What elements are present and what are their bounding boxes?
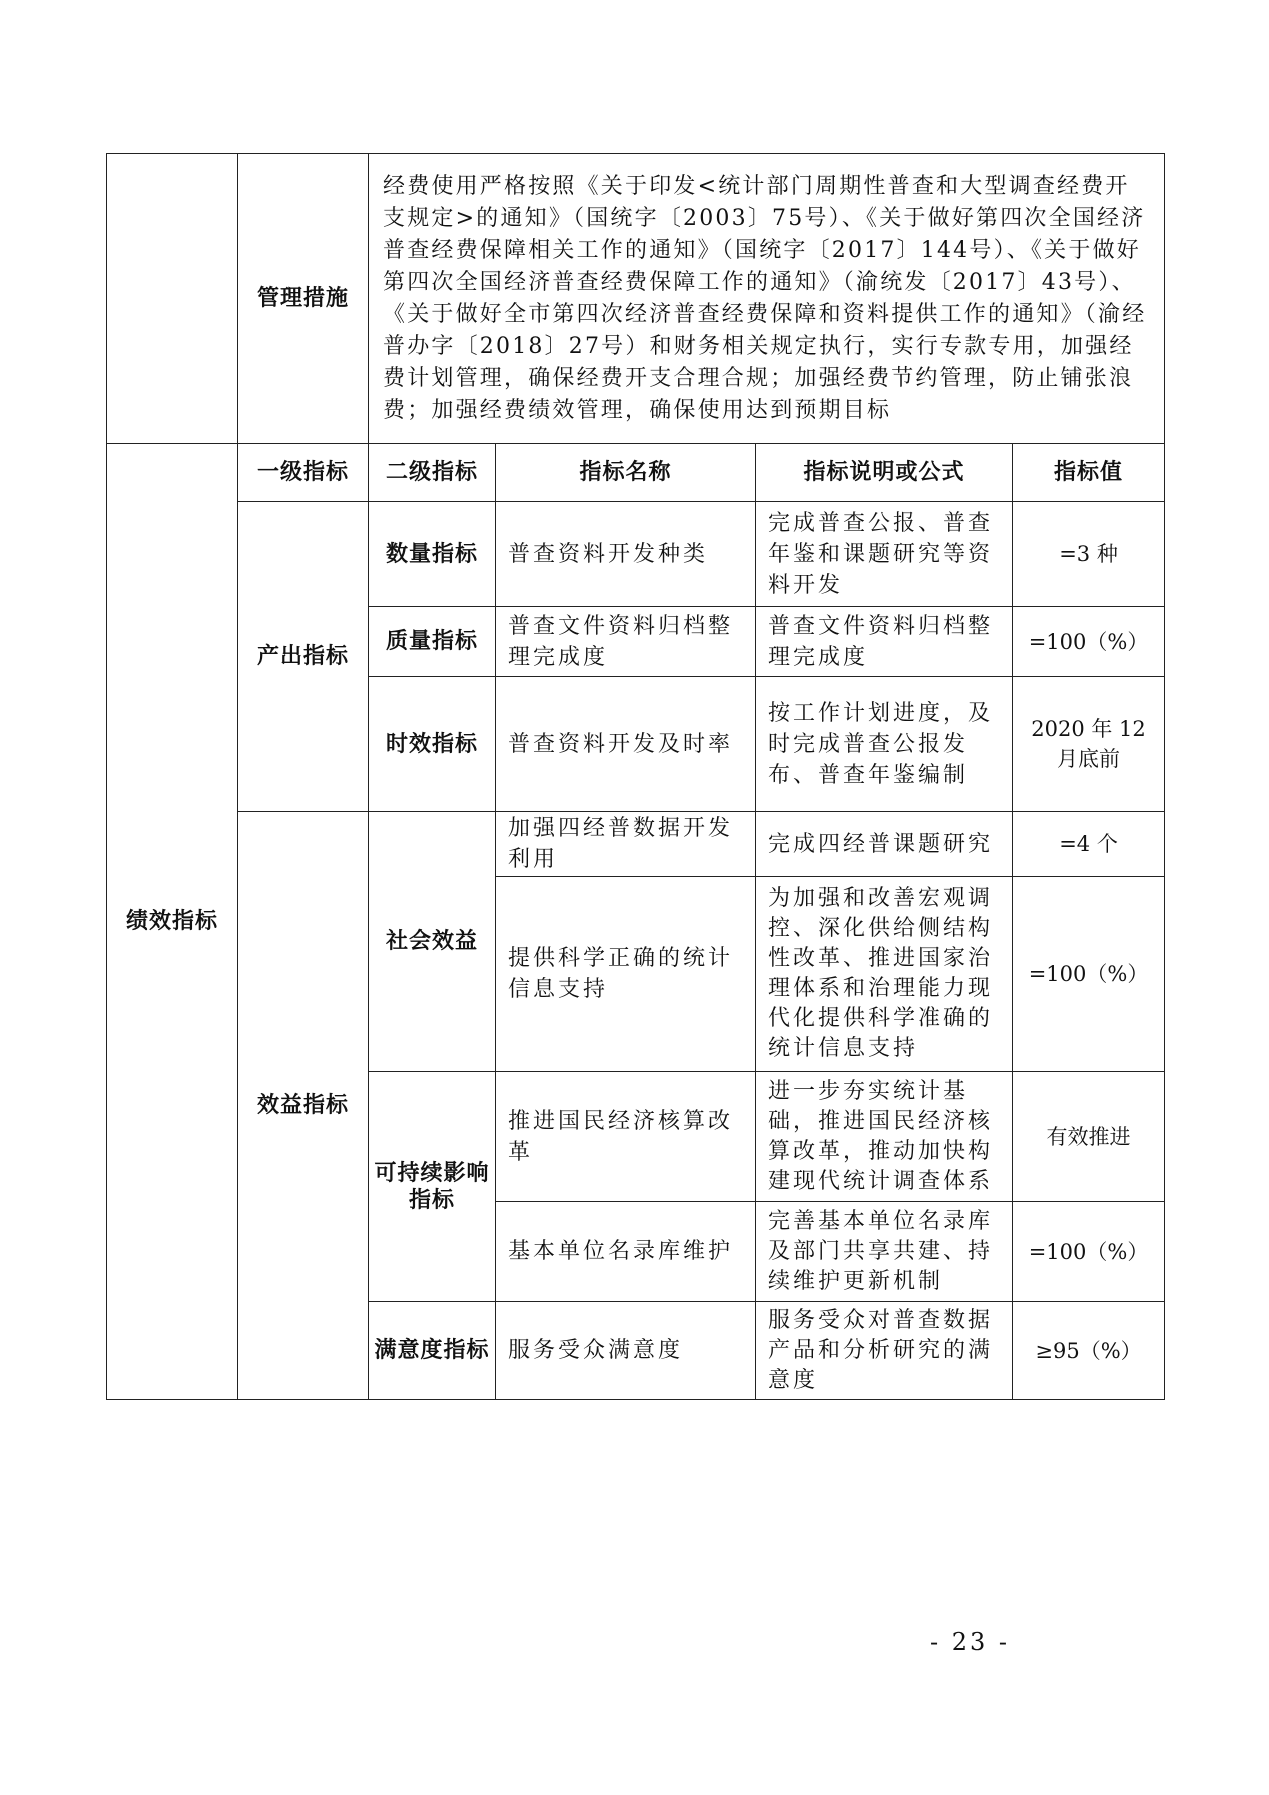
satisfaction-desc: 服务受众对普查数据产品和分析研究的满意度 (756, 1302, 1013, 1400)
satisfaction-name: 服务受众满意度 (496, 1302, 756, 1400)
quantity-name: 普查资料开发种类 (496, 502, 756, 607)
benefit-label: 效益指标 (238, 812, 369, 1400)
header-name: 指标名称 (496, 444, 756, 502)
sustain-2-value: =100（%） (1013, 1202, 1165, 1302)
page-number: - 23 - (929, 1628, 1010, 1656)
mgmt-row (107, 154, 1165, 444)
header-row (107, 444, 1165, 502)
perf-label: 绩效指标 (107, 444, 238, 1400)
mgmt-blank-cell (107, 154, 238, 444)
social-2-value: =100（%） (1013, 877, 1165, 1072)
timeliness-desc: 按工作计划进度，及时完成普查公报发布、普查年鉴编制 (756, 677, 1013, 812)
satisfaction-label: 满意度指标 (369, 1302, 496, 1400)
quantity-desc: 完成普查公报、普查年鉴和课题研究等资料开发 (756, 502, 1013, 607)
satisfaction-value: ≥95（%） (1013, 1302, 1165, 1400)
sustain-2-name: 基本单位名录库维护 (496, 1202, 756, 1302)
timeliness-value: 2020 年 12 月底前 (1013, 677, 1165, 812)
quantity-value: =3 种 (1013, 502, 1165, 607)
mgmt-text: 经费使用严格按照《关于印发<统计部门周期性普查和大型调查经费开支规定>的通知》（国统字〔2003〕75号）、《关于做好第四次全国经济普查经费保障相关工作的通知》（国统字〔2017〕144号）、《关于做好第四次全国经济普查经费保障工作的通知》（渝统发〔2017〕43号）、《关于做好全市第四次经济普查经费保障和资料提供工作的通知》（渝经普办字〔2018〕27号）和财务相关规定执行，实行专款专用，加强经费计划管理，确保经费开支合理合规；加强经费节约管理，防止铺张浪费；加强经费绩效管理，确保使用达到预期目标 (369, 154, 1165, 444)
header-level1: 一级指标 (238, 444, 369, 502)
quality-desc: 普查文件资料归档整理完成度 (756, 607, 1013, 677)
mgmt-label: 管理措施 (238, 154, 369, 444)
sustain-2-desc: 完善基本单位名录库及部门共享共建、持续维护更新机制 (756, 1202, 1013, 1302)
header-level2: 二级指标 (369, 444, 496, 502)
social-2-desc: 为加强和改善宏观调控、深化供给侧结构性改革、推进国家治理体系和治理能力现代化提供科学准确的统计信息支持 (756, 877, 1013, 1072)
sustain-1-name: 推进国民经济核算改革 (496, 1072, 756, 1202)
social-1-desc: 完成四经普课题研究 (756, 812, 1013, 877)
quality-label: 质量指标 (369, 607, 496, 677)
header-desc: 指标说明或公式 (756, 444, 1013, 502)
sustain-label: 可持续影响指标 (369, 1072, 496, 1302)
header-value: 指标值 (1013, 444, 1165, 502)
quantity-label: 数量指标 (369, 502, 496, 607)
quality-name: 普查文件资料归档整理完成度 (496, 607, 756, 677)
social-1-name: 加强四经普数据开发利用 (496, 812, 756, 877)
table-row (107, 812, 1165, 877)
sustain-1-desc: 进一步夯实统计基础，推进国民经济核算改革，推动加快构建现代统计调查体系 (756, 1072, 1013, 1202)
timeliness-label: 时效指标 (369, 677, 496, 812)
sustain-1-value: 有效推进 (1013, 1072, 1165, 1202)
social-1-value: =4 个 (1013, 812, 1165, 877)
performance-table (106, 153, 1165, 1400)
quality-value: =100（%） (1013, 607, 1165, 677)
table-row (107, 502, 1165, 607)
social-2-name: 提供科学正确的统计信息支持 (496, 877, 756, 1072)
timeliness-name: 普查资料开发及时率 (496, 677, 756, 812)
social-label: 社会效益 (369, 812, 496, 1072)
output-label: 产出指标 (238, 502, 369, 812)
